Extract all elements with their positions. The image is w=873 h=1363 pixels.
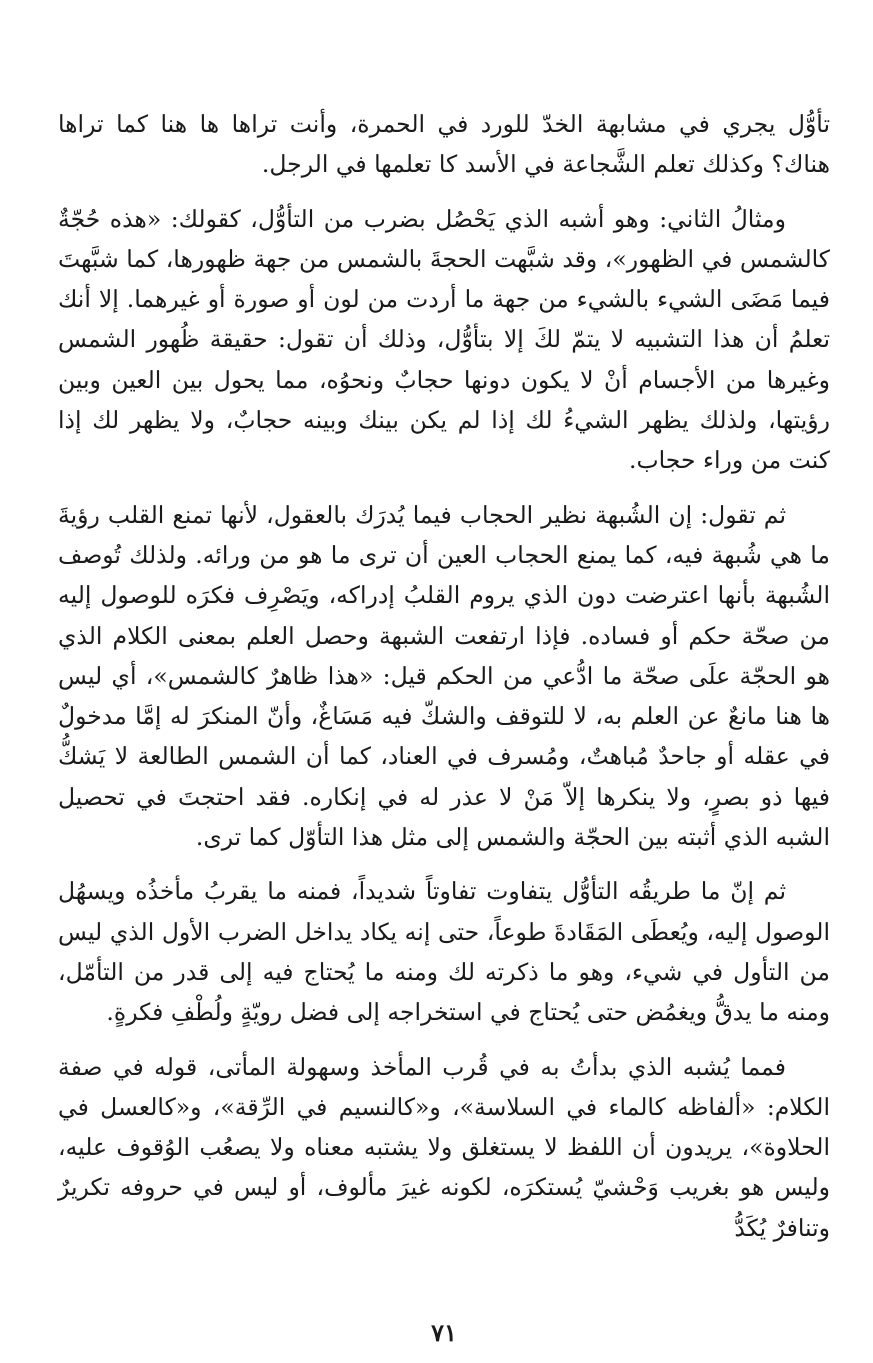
paragraph-5: فمما يُشبه الذي بدأتُ به في قُرب المأخذ وسهولة المأتى، قوله في صفة الكلام: «ألفاظه كالماء في السلاسة»، و«كالنسيم في الرِّقة»، و«كالعسل في الحلاوة»، يريدون أن اللفظ لا يستغلق ولا يشتبه معناه ولا يصعُب الوُقوف عليه، وليس هو بغريب وَحْشيّ يُستكرَه، لكونه غيرَ مألوف، أو ليس في حروفه تكريرٌ وتنافرٌ يُكَدُّ xyxy=(58,1052,830,1242)
paragraph-2: ومثالُ الثاني: وهو أشبه الذي يَحْصُل بضرب من التأوُّل، كقولك: «هذه حُجّةٌ كالشمس في الظهور»، وقد شبَّهت الحجةَ بالشمس من جهة ظهورها، كما شبَّهتَ فيما مَضَى الشيء بالشيء من جهة ما أردت من لون أو صورة أو غيرهما. إلا أنك تعلمُ أن هذا التشبيه لا يتمّ لكَ إلا بتأوُّل، وذلك أن تقول: حقيقة ظُهور الشمس وغيرها من الأجسام أنْ لا يكون دونها حجابٌ ونحوُه، مما يحول بين العين وبين رؤيتها، ولذلك يظهر الشيءُ لك إذا لم يكن بينك وبينه حجابٌ، ولا يظهر لك إذا كنت من وراء حجاب. xyxy=(58,204,830,475)
paragraph-4: ثم إنّ ما طريقُه التأوُّل يتفاوت تفاوتاً شديداً، فمنه ما يقربُ مأخذُه ويسهُل الوصول إليه، ويُعطَى المَقَادةَ طوعاً، حتى إنه يكاد يداخل الضرب الأول الذي ليس من التأول في شيء، وهو ما ذكرته لك ومنه ما يُحتاج فيه إلى قدر من التأمّل، ومنه ما يدقُّ ويغمُض حتى يُحتاج في استخراجه إلى فضل رويّةٍ ولُطْفِ فكرةٍ. xyxy=(58,877,830,1027)
page-number: ٧١ xyxy=(431,1318,457,1347)
book-page xyxy=(58,0,830,1363)
paragraph-1: تأوُّل يجري في مشابهة الخدّ للورد في الحمرة، وأنت تراها ها هنا كما تراها هناك؟ وكذلك تعلم الشَّجاعة في الأسد كا تعلمها في الرجل. xyxy=(58,110,830,179)
paragraph-3: ثم تقول: إن الشُبهة نظير الحجاب فيما يُدرَك بالعقول، لأنها تمنع القلب رؤيةَ ما هي شُبهة فيه، كما يمنع الحجاب العين أن ترى ما هو من ورائه. ولذلك تُوصف الشُبهة بأنها اعترضت دون الذي يروم القلبُ إدراكه، ويَصْرِف فكرَه للوصول إليه من صحّة حكم أو فساده. فإذا ارتفعت الشبهة وحصل العلم بمعنى الكلام الذي هو الحجّة علَى صحّة ما ادُّعي من الحكم قيل: «هذا ظاهرٌ كالشمس»، أي ليس ها هنا مانعٌ عن العلم به، لا للتوقف والشكّ فيه مَسَاغٌ، وأنّ المنكرَ له إمَّا مدخولٌ في عقله أو جاحدٌ مُباهتٌ، ومُسرف في العناد، كما أن الشمس الطالعة لا يَشكُّ فيها ذو بصرٍ، ولا ينكرها إلاّ مَنْ لا عذر له في إنكاره. فقد احتجتَ في تحصيل الشبه الذي أثبته بين الحجّة والشمس إلى مثل هذا التأوّل كما ترى. xyxy=(58,500,830,852)
page-body-text xyxy=(58,104,830,1262)
